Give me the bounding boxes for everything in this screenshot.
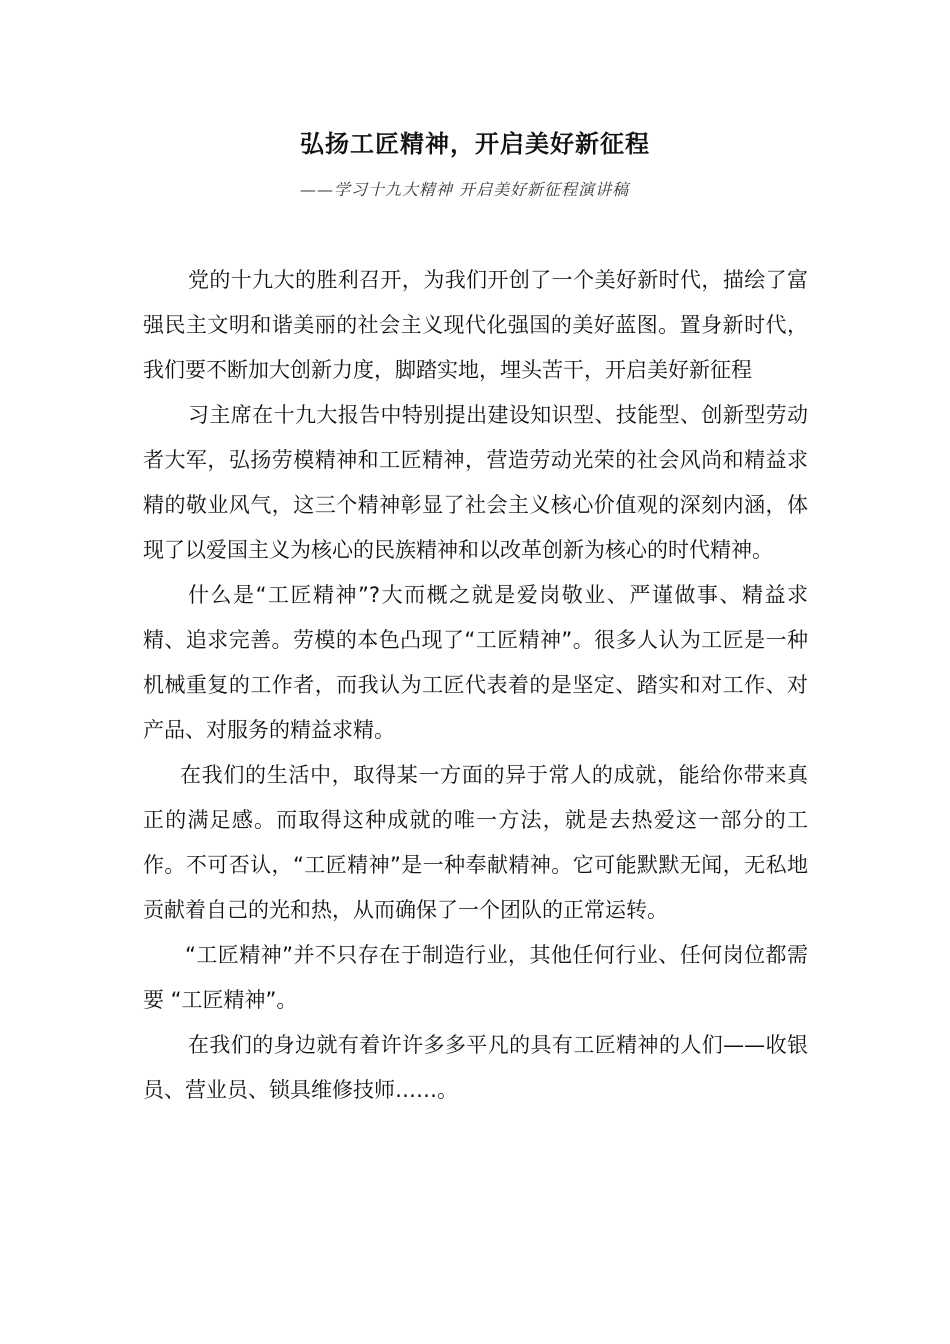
paragraph: 什么是“工匠精神”?大而概之就是爱岗敬业、严谨做事、精益求精、追求完善。劳模的本色凸现了“工匠精神”。很多人认为工匠是一种机械重复的工作者，而我认为工匠代表着的是坚定、踏实和对工作、对产品、对服务的精益求精。 (143, 583, 808, 742)
document-body (143, 258, 808, 1113)
paragraph: 党的十九大的胜利召开，为我们开创了一个美好新时代，描绘了富强民主文明和谐美丽的社会主义现代化强国的美好蓝图。置身新时代，我们要不断加大创新力度，脚踏实地，埋头苦干，开启美好新征程 (143, 268, 808, 382)
document-title: 弘扬工匠精神，开启美好新征程 (300, 130, 650, 158)
paragraph: 在我们的生活中，取得某一方面的异于常人的成就，能给你带来真正的满足感。而取得这种成就的唯一方法，就是去热爱这一部分的工作。不可否认，“工匠精神”是一种奉献精神。它可能默默无闻，无私地贡献着自己的光和热，从而确保了一个团队的正常运转。 (143, 763, 808, 922)
paragraph: “工匠精神”并不只存在于制造行业，其他任何行业、任何岗位都需要 “工匠精神”。 (143, 943, 808, 1012)
paragraph: 习主席在十九大报告中特别提出建设知识型、技能型、创新型劳动者大军，弘扬劳模精神和工匠精神，营造劳动光荣的社会风尚和精益求精的敬业风气，这三个精神彰显了社会主义核心价值观的深刻内涵，体现了以爱国主义为核心的民族精神和以改革创新为核心的时代精神。 (143, 403, 808, 562)
paragraph: 在我们的身边就有着许许多多平凡的具有工匠精神的人们——收银员、营业员、锁具维修技师……。 (143, 1033, 808, 1102)
document-subtitle: ——学习十九大精神 开启美好新征程演讲稿 (300, 180, 630, 199)
